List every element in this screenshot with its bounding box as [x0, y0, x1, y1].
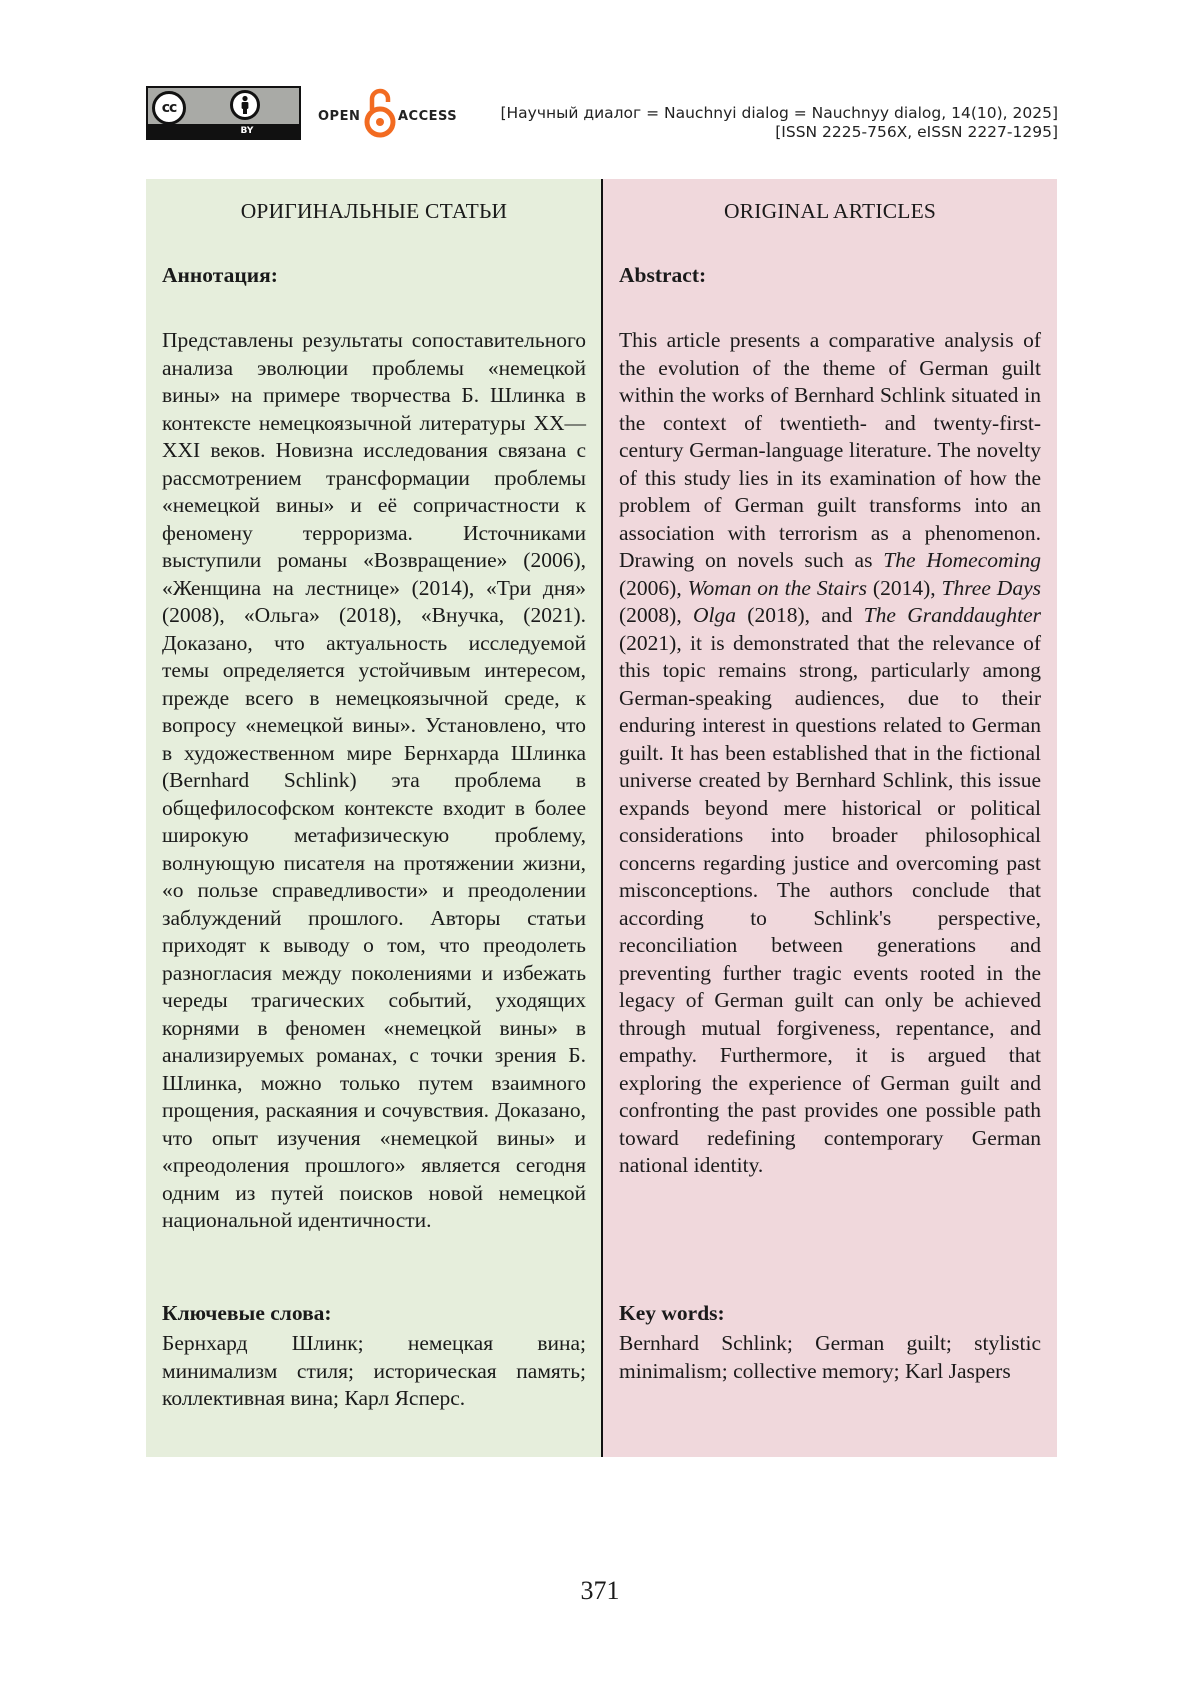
novel-title-granddaughter: The Granddaughter [863, 603, 1041, 627]
citation-line-2: [ISSN 2225-756X, eISSN 2227-1295] [775, 123, 1058, 141]
abstract-label-en: Abstract: [619, 263, 707, 287]
keywords-text-ru: Бернхард Шлинк; немецкая вина; минимализм стиля; историческая память; коллективная вина; Карл Ясперс. [162, 1331, 586, 1410]
abstract-text-segment: (2018), and [736, 603, 864, 627]
open-access-open-label: OPEN [318, 109, 361, 124]
abstract-text-segment: (2014), [867, 575, 942, 600]
russian-abstract-panel [146, 179, 602, 1457]
keywords-label-en: Key words: [619, 1301, 725, 1325]
novel-title-olga: Olga [693, 603, 736, 627]
abstract-text-segment: (2006), [619, 575, 688, 600]
english-abstract-panel [603, 179, 1057, 1457]
by-label: BY [240, 126, 254, 136]
open-access-access-label: ACCESS [398, 109, 458, 124]
abstract-text-segment: (2008), [619, 603, 693, 627]
open-access-lock-icon [362, 86, 398, 140]
abstract-text-ru: Представлены результаты сопоставительного анализа эволюции проблемы «немецкой вины» на примере творчества Б. Шлинка в контексте немецкоязычной литературы XX—XXI веков. Новизна исследования связана с рассмотрением трансформации проблемы «немецкой вины» и её сопричастности к феномену терроризма. Источниками выступили романы «Возвращение» (2006), «Женщина на лестнице» (2014), «Три дня» (2008), «Ольга» (2018), «Внучка, (2021). Доказано, что актуальность исследуемой темы определяется устойчивым интересом, прежде всего в немецкоязычной среде, к вопросу «немецкой вины». Установлено, что в художественном мире Бернхарда Шлинка (Bernhard Schlink) эта проблема в общефилософском контексте входит в более широкую метафизическую проблему, волнующую писателя на протяжении жизни, «о пользе справедливости» и преодолении заблуждений прошлого. Авторы статьи приходят к выводу о том, что преодолеть разногласия между поколениями и избежать череды трагических событий, уходящих корнями в феномен «немецкой вины» в анализируемых романах, с точки зрения Б. Шлинка, можно только путем взаимного прощения, раскаяния и сочувствия. Доказано, что опыт изучения «немецкой вины» и «преодоления прошлого» является сегодня одним из путей поисков новой немецкой национальной идентичности. [162, 328, 586, 1232]
page-number: 371 [580, 1576, 620, 1605]
section-title-ru: ОРИГИНАЛЬНЫЕ СТАТЬИ [240, 199, 508, 223]
abstract-label-ru: Аннотация: [162, 263, 278, 287]
cc-by-license-badge[interactable] [146, 86, 301, 140]
badge-strip [148, 124, 299, 138]
abstract-text-segment: This article presents a comparative analysis of the evolution of the theme of German guilt within the works of Bernhard Schlink situated in the context of twentieth- and twenty-first-century German-language literature. The novelty of this study lies in its examination of how the problem of German guilt transforms into an association with terrorism as a phenomenon. Drawing on novels such as [619, 328, 1041, 572]
open-access-logo[interactable] [318, 86, 458, 140]
citation-line-1: [Научный диалог = Nauchnyi dialog = Nauchnyy dialog, 14(10), 2025] [500, 104, 1058, 122]
novel-title-woman-on-the-stairs: Woman on the Stairs [687, 575, 867, 600]
keywords-text-en: Bernhard Schlink; German guilt; stylistic minimalism; collective memory; Karl Jaspers [619, 1331, 1041, 1383]
novel-title-three-days: Three Days [941, 575, 1041, 600]
keywords-label-ru: Ключевые слова: [162, 1301, 332, 1325]
journal-citation [500, 104, 1058, 142]
abstract-text-segment: (2021), it is demonstrated that the relevance of this topic remains strong, particularly among German-speaking audiences, due to their enduring interest in questions related to German guilt. It has been established that in the fictional universe created by Bernhard Schlink, this issue expands beyond mere historical or political considerations into broader philosophical concerns regarding justice and overcoming past misconceptions. The authors conclude that according to Schlink's perspective, reconciliation between generations and preventing further tragic events rooted in the legacy of German guilt can only be achieved through mutual forgiveness, repentance, and empathy. Furthermore, it is argued that exploring the experience of German guilt and confronting the past provides one possible path toward redefining contemporary German national identity. [619, 630, 1041, 1177]
cc-icon: cc [152, 91, 186, 125]
section-title-en: ORIGINAL ARTICLES [723, 199, 937, 223]
person-icon [230, 90, 260, 120]
abstract-text-en [619, 327, 1041, 1180]
novel-title-homecoming: The Homecoming [883, 548, 1042, 572]
